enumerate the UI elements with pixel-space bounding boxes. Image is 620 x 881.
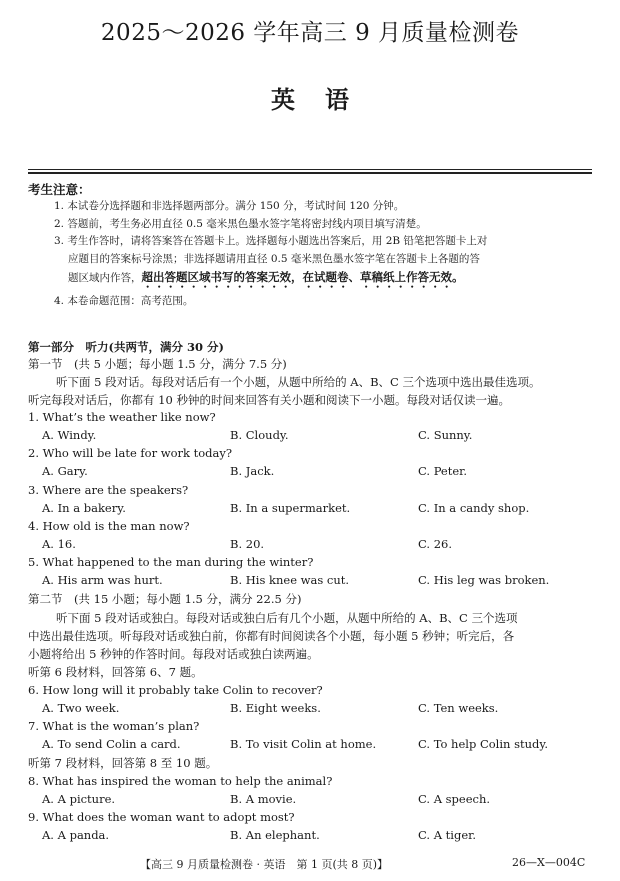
divider-top [28,169,592,170]
question-5-option-c: C. His leg was broken. [418,573,550,587]
question-2-option-b: B. Jack. [230,464,275,478]
part1-heading: 第一部分 听力(共两节，满分 30 分) [28,340,224,354]
section2-instructions-1: 听下面 5 段对话或独白。每段对话或独白后有几个小题，从题中所给的 A、B、C 三个选项 [56,611,518,625]
question-1-option-b: B. Cloudy. [230,428,289,442]
notice-item-3-end [68,269,464,291]
question-2: 2. Who will be late for work today? [28,446,233,460]
question-4-option-c: C. 26. [418,537,452,551]
notice-item-3: 3. 考生作答时，请将答案答在答题卡上。选择题每小题选出答案后，用 2B 铅笔把答题卡上对 [54,235,488,247]
page-footer: 【高三 9 月质量检测卷 · 英语 第 1 页(共 8 页)】 [140,858,389,871]
notice-item-3-end-text: 题区域内作答， [68,272,142,284]
question-5-option-b: B. His knee was cut. [230,573,350,587]
section1-heading: 第一节 (共 5 小题；每小题 1.5 分，满分 7.5 分) [28,357,287,371]
question-9-option-c: C. A tiger. [418,828,477,842]
question-8-option-c: C. A speech. [418,792,491,806]
question-8-option-b: B. A movie. [230,792,297,806]
question-4-option-b: B. 20. [230,537,265,551]
question-1-option-a: A. Windy. [42,428,97,442]
question-3: 3. Where are the speakers? [28,483,189,497]
subject-title: 英语 [271,86,379,114]
question-6-option-c: C. Ten weeks. [418,701,499,715]
section2-instructions-2: 中选出最佳选项。听每段对话或独白前，你都有时间阅读各个小题，每小题 5 秒钟；听完后，各 [28,629,515,643]
question-8: 8. What has inspired the woman to help the animal? [28,774,333,788]
material-7-note: 听第 7 段材料，回答第 8 至 10 题。 [28,756,218,770]
notice-item-1: 1. 本试卷分选择题和非选择题两部分。满分 150 分，考试时间 120 分钟。 [54,200,405,212]
question-9-option-b: B. An elephant. [230,828,320,842]
divider-top-thick [28,172,592,174]
question-6-option-a: A. Two week. [42,701,120,715]
question-5-option-a: A. His arm was hurt. [42,573,163,587]
section1-instructions-2: 听完每段对话后，你都有 10 秒钟的时间来回答有关小题和阅读下一小题。每段对话仅读一遍。 [28,393,510,407]
question-9-option-a: A. A panda. [42,828,110,842]
question-7-option-b: B. To visit Colin at home. [230,737,377,751]
question-5: 5. What happened to the man during the winter? [28,555,314,569]
question-2-option-a: A. Gary. [42,464,88,478]
notice-item-4: 4. 本卷命题范围：高考范围。 [54,295,194,307]
question-7-option-c: C. To help Colin study. [418,737,549,751]
exam-title: 2025～2026 学年高三 9 月质量检测卷 [100,20,520,46]
question-6-option-b: B. Eight weeks. [230,701,321,715]
question-3-option-b: B. In a supermarket. [230,501,351,515]
exam-code: 26—X—004C [512,856,586,869]
notice-heading: 考生注意： [28,182,91,197]
notice-item-3-cont: 应题目的答案标号涂黑；非选择题请用直径 0.5 毫米黑色墨水签字笔在答题卡上各题的答 [68,253,480,265]
section2-heading: 第二节 (共 15 小题；每小题 1.5 分，满分 22.5 分) [28,592,302,606]
question-8-option-a: A. A picture. [42,792,116,806]
section1-instructions-1: 听下面 5 段对话。每段对话后有一个小题，从题中所给的 A、B、C 三个选项中选出最佳选项。 [56,375,541,389]
question-4: 4. How old is the man now? [28,519,190,533]
notice-warning: 超出答题区域书写的答案无效，在试题卷、草稿纸上作答无效。 [141,270,464,284]
question-7-option-a: A. To send Colin a card. [42,737,181,751]
notice-item-2: 2. 答题前，考生务必用直径 0.5 毫米黑色墨水签字笔将密封线内项目填写清楚。 [54,218,427,230]
question-2-option-c: C. Peter. [418,464,468,478]
question-3-option-a: A. In a bakery. [42,501,126,515]
question-3-option-c: C. In a candy shop. [418,501,530,515]
question-4-option-a: A. 16. [42,537,76,551]
question-1-option-c: C. Sunny. [418,428,473,442]
material-6-note: 听第 6 段材料，回答第 6、7 题。 [28,665,203,679]
section2-instructions-3: 小题将给出 5 秒钟的作答时间。每段对话或独白读两遍。 [28,647,319,661]
question-6: 6. How long will it probably take Colin to recover? [28,683,323,697]
question-9: 9. What does the woman want to adopt most? [28,810,295,824]
question-7: 7. What is the woman’s plan? [28,719,200,733]
question-1: 1. What’s the weather like now? [28,410,216,424]
